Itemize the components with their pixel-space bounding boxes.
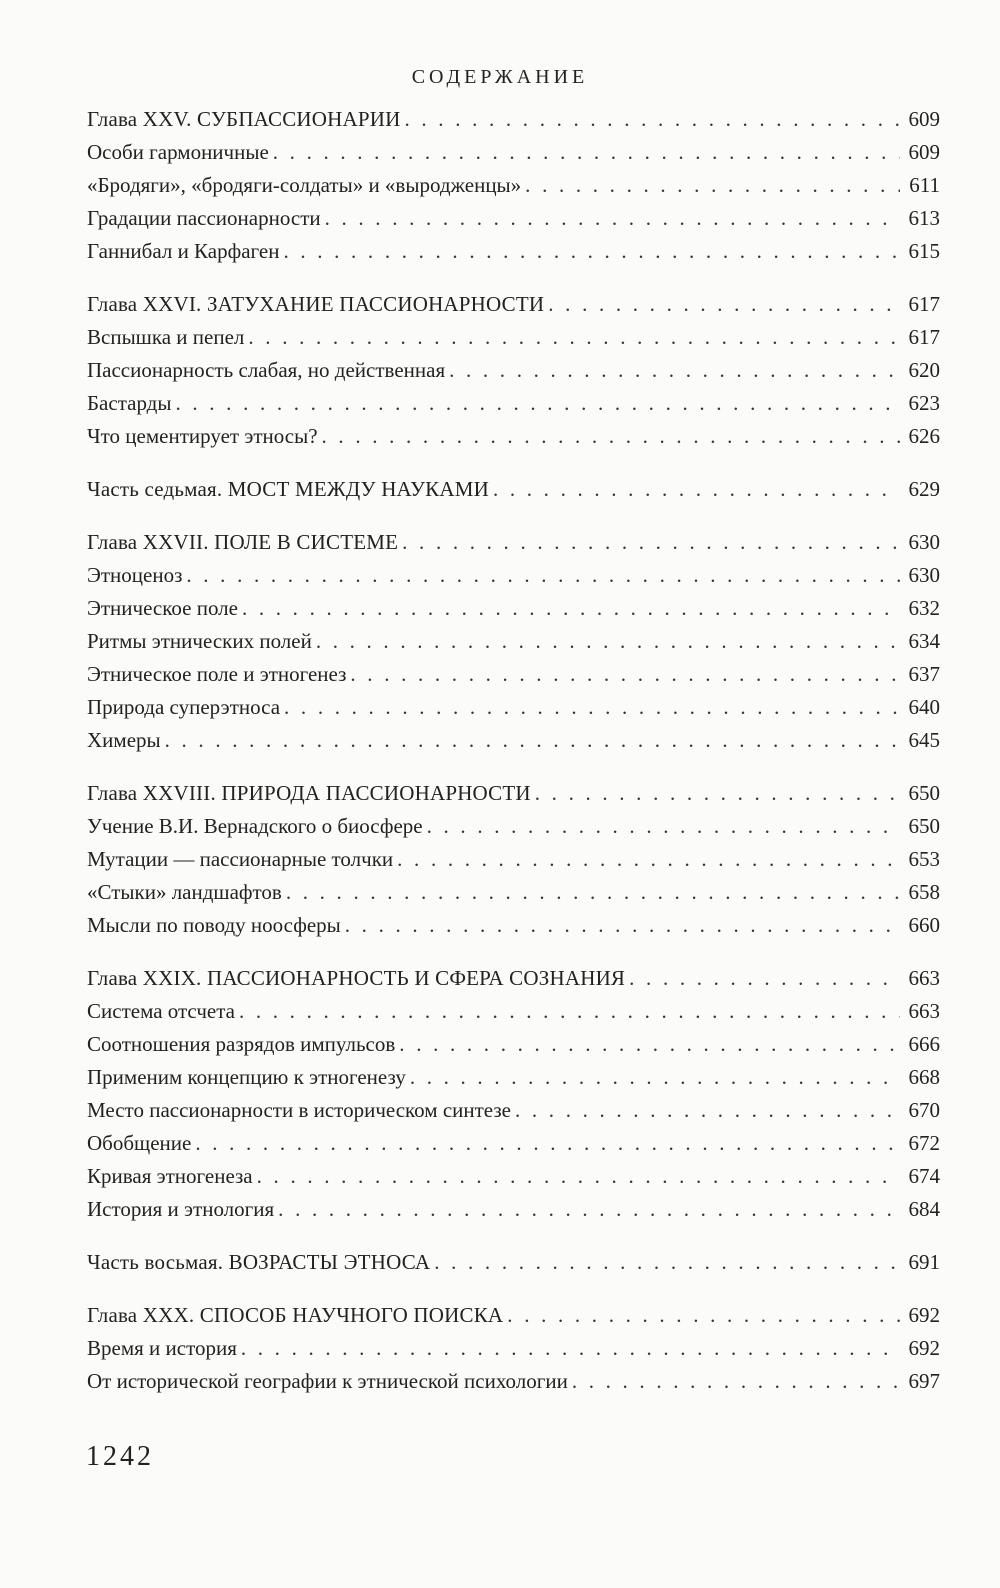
toc-entry-title: «Стыки» ландшафтов: [87, 880, 282, 904]
toc-entry-page: 630: [908, 530, 940, 554]
toc-entry-page: 668: [908, 1065, 940, 1089]
toc-entry-page: 691: [908, 1250, 940, 1274]
toc-entry-page: 692: [908, 1336, 940, 1360]
toc-entry-page: 672: [908, 1131, 940, 1155]
toc-entry-section: [87, 724, 940, 757]
toc-entry-section: [87, 995, 940, 1028]
toc-entry-page: 674: [908, 1164, 940, 1188]
toc-entry-title: Мысли по поводу ноосферы: [87, 913, 341, 937]
toc-entry-section: [87, 691, 940, 724]
toc-entry-section: [87, 420, 940, 453]
toc-entry-page: 645: [908, 728, 940, 752]
toc-entry-page: 663: [908, 999, 940, 1023]
toc-entry-title: Этническое поле и этногенез: [87, 662, 347, 686]
toc-entry-title: Глава XXVI. ЗАТУХАНИЕ ПАССИОНАРНОСТИ: [87, 292, 545, 316]
toc-entry-title: Кривая этногенеза: [87, 1164, 253, 1188]
page-number: 1242: [86, 1441, 154, 1472]
toc-entry-page: 623: [908, 391, 940, 415]
toc-entry-chapter: [87, 526, 940, 559]
toc-entry-page: 640: [908, 695, 940, 719]
toc-entry-page: 609: [908, 107, 940, 131]
toc-entry-section: [87, 876, 940, 909]
dot-leader: [629, 962, 900, 995]
toc-entry-title: Этноценоз: [87, 563, 183, 587]
dot-leader: [345, 909, 900, 942]
toc-entry-section: [87, 843, 940, 876]
toc-entry-title: Бастарды: [87, 391, 172, 415]
dot-leader: [316, 625, 900, 658]
toc-entry-title: Соотношения разрядов импульсов: [87, 1032, 396, 1056]
toc-entry-title: Глава XXIX. ПАССИОНАРНОСТЬ И СФЕРА СОЗНАНИЯ: [87, 966, 626, 990]
toc-entry-section: [87, 1094, 940, 1127]
toc-entry-page: 658: [908, 880, 940, 904]
toc-entry-chapter: [87, 962, 940, 995]
toc-entry-title: Система отсчета: [87, 999, 235, 1023]
dot-leader: [165, 724, 900, 757]
toc-entry-page: 632: [908, 596, 940, 620]
dot-leader: [572, 1365, 900, 1398]
dot-leader: [493, 473, 900, 506]
toc-entry-section: [87, 1365, 940, 1398]
dot-leader: [399, 1028, 900, 1061]
toc-entry-title: Природа суперэтноса: [87, 695, 281, 719]
toc-entry-title: Градации пассионарности: [87, 206, 321, 230]
dot-leader: [278, 1193, 900, 1226]
toc-entry-section: [87, 909, 940, 942]
dot-leader: [239, 995, 900, 1028]
toc-entry-title: Время и история: [87, 1336, 237, 1360]
toc-entry-page: 697: [908, 1369, 940, 1393]
toc-entry-section: [87, 1332, 940, 1365]
toc-entry-part: [87, 1246, 940, 1279]
toc-entry-title: Часть седьмая. МОСТ МЕЖДУ НАУКАМИ: [87, 477, 489, 501]
toc-entry-title: Глава XXX. СПОСОБ НАУЧНОГО ПОИСКА: [87, 1303, 504, 1327]
toc-entry-section: [87, 1127, 940, 1160]
toc-entry-section: [87, 810, 940, 843]
toc-entry-page: 670: [908, 1098, 940, 1122]
toc-entry-section: [87, 1193, 940, 1226]
dot-leader: [195, 1127, 900, 1160]
toc-entry-section: [87, 592, 940, 625]
toc-entry-chapter: [87, 1299, 940, 1332]
toc-entry-title: Глава XXV. СУБПАССИОНАРИИ: [87, 107, 401, 131]
dot-leader: [186, 559, 900, 592]
toc-entry-page: 692: [908, 1303, 940, 1327]
dot-leader: [283, 235, 900, 268]
toc-entry-page: 650: [908, 781, 940, 805]
toc-entry-page: 634: [908, 629, 940, 653]
toc-entry-page: 629: [908, 477, 940, 501]
toc-entry-title: Вспышка и пепел: [87, 325, 245, 349]
toc-entry-section: [87, 136, 940, 169]
toc-entry-section: [87, 1061, 940, 1094]
dot-leader: [525, 169, 900, 202]
dot-leader: [273, 136, 900, 169]
toc-entry-chapter: [87, 288, 940, 321]
dot-leader: [405, 103, 901, 136]
dot-leader: [242, 592, 900, 625]
toc-entry-page: 609: [908, 140, 940, 164]
dot-leader: [427, 810, 900, 843]
toc-entry-section: [87, 1028, 940, 1061]
dot-leader: [402, 526, 900, 559]
toc-entry-part: [87, 473, 940, 506]
toc-entry-title: От исторической географии к этнической психологии: [87, 1369, 568, 1393]
toc-entry-page: 613: [908, 206, 940, 230]
toc-entry-title: Мутации — пассионарные толчки: [87, 847, 394, 871]
dot-leader: [175, 387, 900, 420]
toc-entry-page: 637: [908, 662, 940, 686]
toc-entry-title: Ганнибал и Карфаген: [87, 239, 280, 263]
toc-entry-section: [87, 387, 940, 420]
dot-leader: [535, 777, 900, 810]
toc-entry-page: 617: [908, 292, 940, 316]
dot-leader: [507, 1299, 900, 1332]
toc-entry-title: Глава XXVII. ПОЛЕ В СИСТЕМЕ: [87, 530, 399, 554]
toc-entry-chapter: [87, 777, 940, 810]
toc-entry-title: Этническое поле: [87, 596, 238, 620]
toc-entry-title: Место пассионарности в историческом синтезе: [87, 1098, 511, 1122]
dot-leader: [286, 876, 900, 909]
toc-entry-title: Что цементирует этносы?: [87, 424, 318, 448]
running-head: СОДЕРЖАНИЕ: [411, 66, 589, 88]
dot-leader: [241, 1332, 900, 1365]
toc-entry-title: «Бродяги», «бродяги-солдаты» и «выродженцы»: [87, 173, 522, 197]
toc-entry-page: 626: [908, 424, 940, 448]
toc-entry-title: Обобщение: [87, 1131, 192, 1155]
toc-entry-section: [87, 1160, 940, 1193]
table-of-contents: [87, 103, 940, 1398]
toc-entry-section: [87, 658, 940, 691]
toc-entry-section: [87, 559, 940, 592]
toc-entry-chapter: [87, 103, 940, 136]
toc-entry-section: [87, 625, 940, 658]
dot-leader: [397, 843, 900, 876]
dot-leader: [248, 321, 900, 354]
toc-entry-section: [87, 202, 940, 235]
dot-leader: [515, 1094, 900, 1127]
toc-entry-title: Ритмы этнических полей: [87, 629, 312, 653]
toc-entry-page: 615: [908, 239, 940, 263]
toc-entry-section: [87, 321, 940, 354]
toc-entry-page: 666: [908, 1032, 940, 1056]
toc-entry-title: Глава XXVIII. ПРИРОДА ПАССИОНАРНОСТИ: [87, 781, 531, 805]
dot-leader: [410, 1061, 900, 1094]
toc-entry-page: 620: [908, 358, 940, 382]
dot-leader: [257, 1160, 900, 1193]
toc-entry-page: 630: [908, 563, 940, 587]
dot-leader: [548, 288, 900, 321]
dot-leader: [322, 420, 900, 453]
toc-entry-page: 653: [908, 847, 940, 871]
dot-leader: [284, 691, 900, 724]
dot-leader: [449, 354, 900, 387]
toc-entry-title: Особи гармоничные: [87, 140, 269, 164]
toc-entry-title: Химеры: [87, 728, 161, 752]
dot-leader: [325, 202, 900, 235]
toc-entry-title: Часть восьмая. ВОЗРАСТЫ ЭТНОСА: [87, 1250, 431, 1274]
toc-entry-page: 663: [908, 966, 940, 990]
dot-leader: [434, 1246, 900, 1279]
toc-entry-title: Пассионарность слабая, но действенная: [87, 358, 446, 382]
toc-entry-title: История и этнология: [87, 1197, 275, 1221]
toc-entry-page: 660: [908, 913, 940, 937]
toc-entry-page: 611: [909, 173, 940, 197]
toc-entry-title: Применим концепцию к этногенезу: [87, 1065, 406, 1089]
toc-entry-page: 650: [908, 814, 940, 838]
toc-entry-section: [87, 354, 940, 387]
toc-entry-section: [87, 169, 940, 202]
dot-leader: [350, 658, 900, 691]
toc-entry-title: Учение В.И. Вернадского о биосфере: [87, 814, 423, 838]
toc-entry-page: 617: [908, 325, 940, 349]
toc-entry-page: 684: [908, 1197, 940, 1221]
toc-entry-section: [87, 235, 940, 268]
